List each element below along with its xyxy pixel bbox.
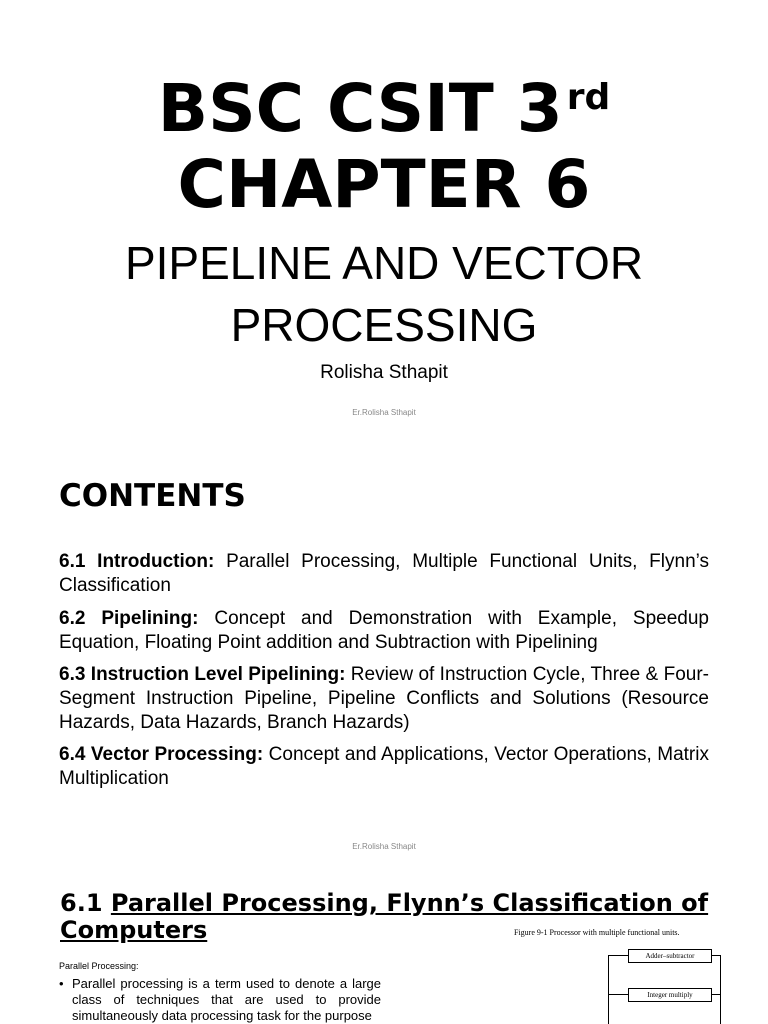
slide1-subtitle-line1: PIPELINE AND VECTOR [124,237,644,289]
slide1-title-line2: CHAPTER 6 [177,146,591,223]
contents-item-text: Parallel Processing, Multiple Functional Units, Flynn’s Classification [59,551,710,596]
figure-bus-line [720,955,721,1024]
title-superscript: rd [566,77,611,118]
contents-item-number: 6.1 Introduction: [59,551,215,572]
section-heading: 6.1 Parallel Processing, Flynn’s Classification of Computers [60,889,709,944]
slide1-author: Rolisha Sthapit [320,362,448,383]
figure-box-adder: Adder–subtractor [628,949,712,963]
bullet-item [59,976,381,1024]
slide2-footer: Er.Rolisha Sthapit [352,842,416,851]
slide1-title-line1: BSC CSIT 3 $^{rd}$ [157,70,611,147]
figure-box-multiply: Integer multiply [628,988,712,1002]
section-heading-link: Parallel Processing, Flynn’s Classification of Computers [60,889,709,944]
figure-connector-line [608,994,628,995]
figure-bus-line [608,955,609,1024]
bullet-text: Parallel processing is a term used to denote a large class of techniques that are used to provide simultaneously data processing task for the purpose [72,976,381,1023]
figure-connector-line [608,955,628,956]
figure-caption: Figure 9-1 Processor with multiple functional units. [514,928,680,937]
contents-item-text: Review of Instruction Cycle, Three & Four-Segment Instruction Pipeline, Pipeline Conflicts and Solutions (Resource Hazards, Data Hazards, Branch Hazards) [59,664,709,733]
bullet-dot-icon: • [59,976,64,991]
slide1-footer: Er.Rolisha Sthapit [352,408,416,417]
contents-item-text: Concept and Demonstration with Example, Speedup Equation, Floating Point addition and Subtraction with Pipelining [59,608,709,653]
contents-item-number: 6.3 Instruction Level Pipelining: [59,664,346,685]
slide1-subtitle-line2: PROCESSING [230,299,538,351]
contents-item-number: 6.2 Pipelining: [59,608,199,629]
contents-item [59,607,709,655]
contents-heading: CONTENTS [59,478,246,514]
parallel-processing-label: Parallel Processing: [59,961,139,971]
contents-item [59,743,709,791]
contents-item-number: 6.4 Vector Processing: [59,744,264,765]
contents-item [59,663,709,735]
contents-item-text: Concept and Applications, Vector Operations, Matrix Multiplication [59,744,709,789]
contents-item [59,550,709,598]
